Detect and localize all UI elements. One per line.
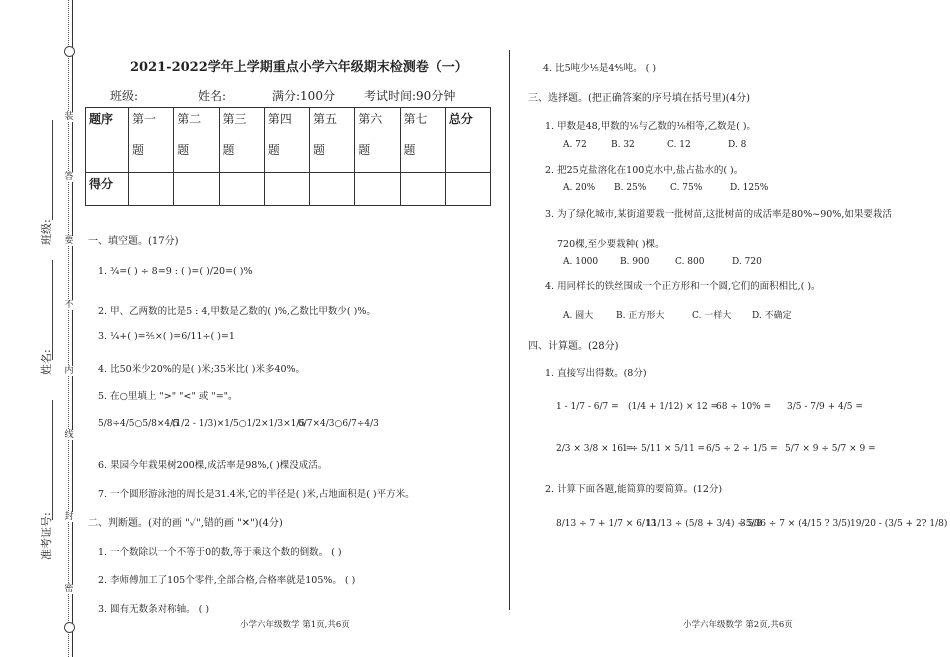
score-cell[interactable] xyxy=(219,173,264,206)
class-field-label: 班级: xyxy=(40,219,53,245)
exam-number-field-line xyxy=(52,400,54,520)
page-divider xyxy=(509,50,510,610)
calc-item: 5/7 × 9 ÷ 5/7 × 9 = xyxy=(785,444,876,454)
choice-1-option: B. 32 xyxy=(611,140,635,150)
page-footer-left: 小学六年级数学 第1页,共6页 xyxy=(240,620,350,630)
question-2: 2. 甲、乙两数的比是5 : 4,甲数是乙数的( )%,乙数比甲数少( )%。 xyxy=(98,306,376,317)
exam-time-label: 考试时间:90分钟 xyxy=(364,89,456,103)
score-table-col: 第一 题 xyxy=(129,108,174,173)
score-table-total-label: 总分 xyxy=(445,108,490,173)
question-3: 3. ¼+( )=⅖×( )=6/11÷( )=1 xyxy=(98,331,235,342)
question-6: 6. 果园今年栽果树200棵,成活率是98%,( )棵没成活。 xyxy=(98,460,328,471)
choice-1-option: D. 8 xyxy=(728,140,747,150)
calc-item: 3/5 - 7/9 + 4/5 = xyxy=(787,402,863,412)
binding-margin xyxy=(0,0,90,657)
choice-3-option: C. 800 xyxy=(675,257,705,267)
score-cell[interactable] xyxy=(355,173,400,206)
choice-4-option: A. 圆大 xyxy=(563,311,594,321)
score-table-col: 第七 题 xyxy=(400,108,445,173)
choice-2-option: A. 20% xyxy=(563,183,596,193)
compare-item-c: 6/7×4/3○6/7÷4/3 xyxy=(298,419,379,429)
calc-item: 2/3 × 3/8 × 16 = xyxy=(556,444,634,454)
section-multiple-choice: 三、选择题。(把正确答案的序号填在括号里)(4分) xyxy=(528,93,750,104)
binding-char: 答 xyxy=(64,172,74,182)
section-fill-blank: 一、填空题。(17分) xyxy=(88,236,179,247)
judge-3: 3. 圆有无数条对称轴。 ( ) xyxy=(98,604,210,615)
question-5: 5. 在○里填上 ">" "<" 或 "="。 xyxy=(98,391,238,402)
score-cell[interactable] xyxy=(174,173,219,206)
exam-number-field-label: 准考证号: xyxy=(40,512,53,560)
choice-3-continued: 720棵,至少要栽种( )棵。 xyxy=(557,239,665,250)
binding-char: 不 xyxy=(64,300,74,310)
compare-item-b: (1/2 - 1/3)×1/5○1/2×1/3×1/5 xyxy=(172,419,306,429)
score-cell[interactable] xyxy=(400,173,445,206)
calc-item: 6/5 ÷ 2 ÷ 1/5 = xyxy=(706,444,778,454)
choice-2: 2. 把25克盐溶化在100克水中,盐占盐水的( )。 xyxy=(545,165,744,176)
calc-item: 1 ÷ 5/11 × 5/11 = xyxy=(622,444,706,454)
calc-part-1: 1. 直接写出得数。(8分) xyxy=(545,368,647,379)
class-field-line xyxy=(52,120,54,220)
binding-char: 封 xyxy=(64,512,74,522)
calc-item: 8/13 ÷ 7 + 1/7 × 6/13 xyxy=(556,519,657,529)
compare-item-a: 5/8÷4/5○5/8×4/5 xyxy=(98,419,179,429)
page-title: 2021-2022学年上学期重点小学六年级期末检测卷（一） xyxy=(130,60,468,75)
choice-3: 3. 为了绿化城市,某街道要栽一批树苗,这批树苗的成活率是80%~90%,如果要栽活 xyxy=(545,209,892,220)
score-cell[interactable] xyxy=(264,173,309,206)
calc-item: 19/20 - (3/5 + 2? 1/8) xyxy=(850,519,948,529)
score-cell[interactable] xyxy=(445,173,490,206)
calc-item: 68 ÷ 10% = xyxy=(716,402,772,412)
choice-3-option: B. 900 xyxy=(620,257,650,267)
calc-item: 35/36 ÷ 7 × (4/15 ? 3/5) xyxy=(740,519,851,529)
binding-circle-icon xyxy=(64,46,75,57)
judge-2: 2. 李师傅加工了105个零件,全部合格,合格率就是105%。 ( ) xyxy=(98,575,356,586)
judge-4: 4. 比5吨少⅕是4⅘吨。 ( ) xyxy=(543,63,657,74)
binding-char: 线 xyxy=(64,430,74,440)
score-cell[interactable] xyxy=(129,173,174,206)
choice-4-option: C. 一样大 xyxy=(692,311,732,321)
section-calculation: 四、计算题。(28分) xyxy=(528,341,619,352)
binding-char: 装 xyxy=(64,112,74,122)
choice-4-option: B. 正方形大 xyxy=(616,311,665,321)
choice-3-option: A. 1000 xyxy=(563,257,599,267)
binding-char: 要 xyxy=(64,236,74,246)
score-table-col: 第五 题 xyxy=(310,108,355,173)
page-footer-right: 小学六年级数学 第2页,共6页 xyxy=(683,620,793,630)
choice-2-option: B. 25% xyxy=(614,183,647,193)
judge-1: 1. 一个数除以一个不等于0的数,等于乘这个数的倒数。 ( ) xyxy=(98,547,342,558)
calc-item: 1 - 1/7 - 6/7 = xyxy=(556,402,619,412)
question-7: 7. 一个圆形游泳池的周长是31.4米,它的半径是( )米,占地面积是( )平方米。 xyxy=(98,489,415,500)
choice-2-option: D. 125% xyxy=(730,183,769,193)
binding-circle-icon xyxy=(64,622,75,633)
choice-2-option: C. 75% xyxy=(670,183,703,193)
question-4: 4. 比50米少20%的是( )米;35米比( )米多40%。 xyxy=(98,364,306,375)
choice-4-option: D. 不确定 xyxy=(752,311,792,321)
score-table-head-label: 题序 xyxy=(86,108,129,173)
score-table-col: 第三 题 xyxy=(219,108,264,173)
choice-1: 1. 甲数是48,甲数的⅙与乙数的⅛相等,乙数是( )。 xyxy=(545,121,757,132)
question-1: 1. ¾=( ) ÷ 8=9 : ( )=( )/20=( )% xyxy=(98,266,253,277)
name-label: 姓名: xyxy=(198,89,227,103)
choice-1-option: C. 12 xyxy=(667,140,691,150)
calc-part-2: 2. 计算下面各题,能简算的要简算。(12分) xyxy=(545,484,723,495)
class-label: 班级: xyxy=(110,89,139,103)
binding-dotted-line xyxy=(68,0,70,657)
calc-item: 11/13 ÷ (5/8 + 3/4) ÷ 5/8 xyxy=(646,519,763,529)
score-cell[interactable] xyxy=(310,173,355,206)
binding-char: 密 xyxy=(64,584,74,594)
calc-item: (1/4 + 1/12) × 12 = xyxy=(628,402,719,412)
choice-4: 4. 用同样长的铁丝围成一个正方形和一个圆,它们的面积相比,( )。 xyxy=(545,281,821,292)
choice-1-option: A. 72 xyxy=(563,140,587,150)
score-table xyxy=(85,107,491,206)
binding-char: 内 xyxy=(64,366,74,376)
name-field-label: 姓名: xyxy=(40,349,53,375)
score-row-label: 得分 xyxy=(86,173,129,206)
binding-line xyxy=(72,0,73,657)
score-table-col: 第四 题 xyxy=(264,108,309,173)
full-score-label: 满分:100分 xyxy=(272,89,335,103)
choice-3-option: D. 720 xyxy=(732,257,762,267)
score-table-col: 第二 题 xyxy=(174,108,219,173)
score-table-col: 第六 题 xyxy=(355,108,400,173)
section-true-false: 二、判断题。(对的画 "✓",错的画 "✕")(4分) xyxy=(88,518,283,529)
name-field-line xyxy=(52,260,54,360)
